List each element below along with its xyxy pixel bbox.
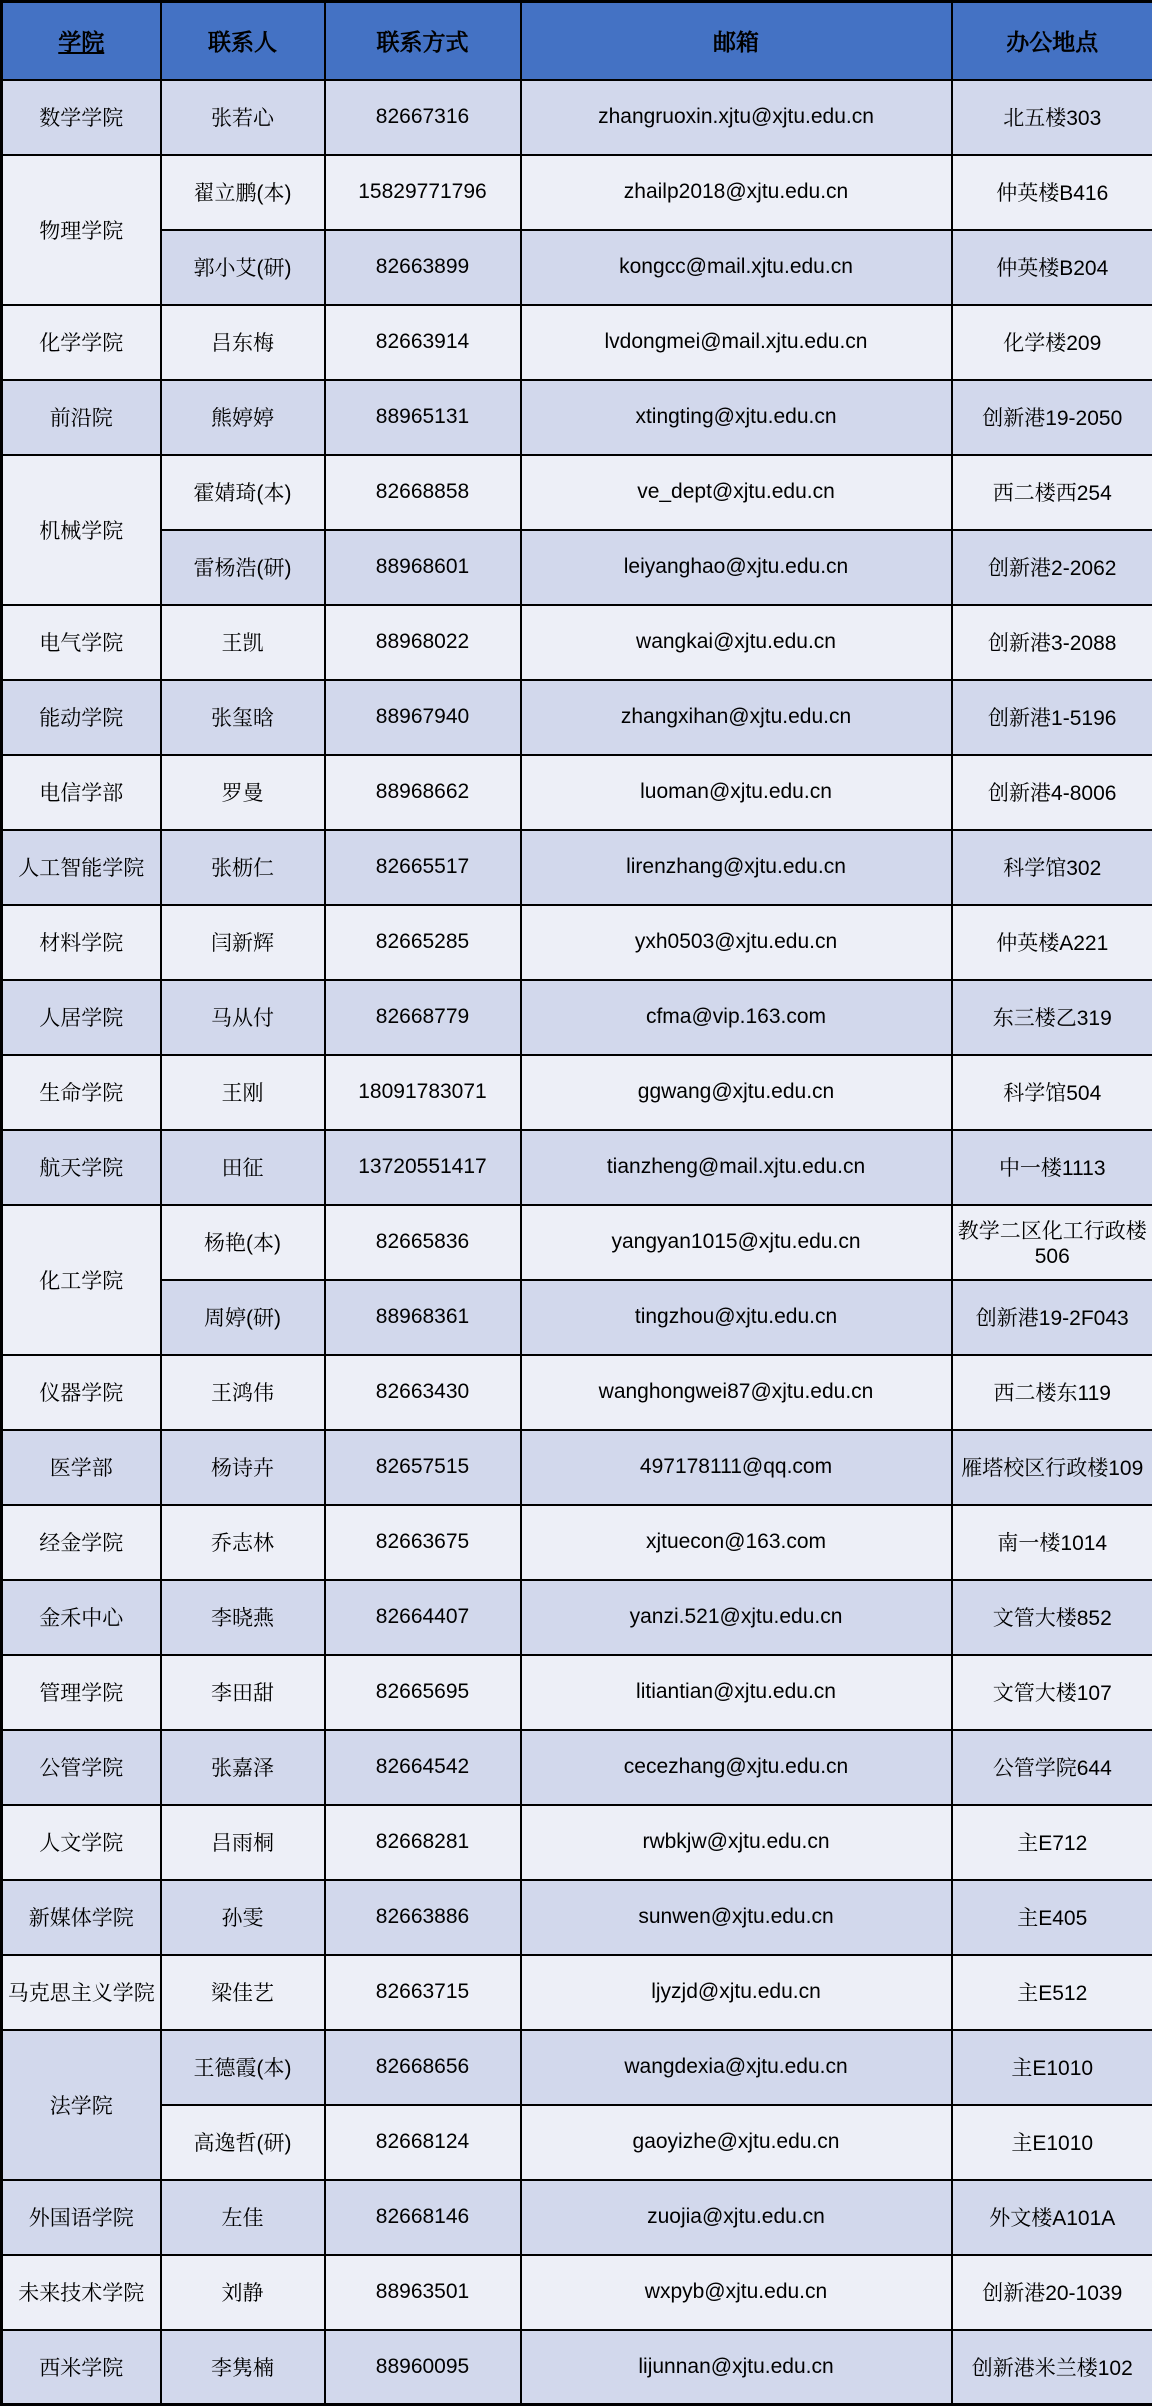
email-cell: ve_dept@xjtu.edu.cn [521, 455, 952, 530]
phone-cell: 88968022 [325, 605, 521, 680]
table-row [2, 1730, 1152, 1805]
office-cell: 创新港3-2088 [952, 605, 1152, 680]
email-cell: luoman@xjtu.edu.cn [521, 755, 952, 830]
table-row [2, 1805, 1152, 1880]
college-cell: 数学学院 [2, 80, 161, 155]
contact-cell: 梁佳艺 [161, 1955, 325, 2030]
college-cell: 生命学院 [2, 1055, 161, 1130]
office-cell: 主E405 [952, 1880, 1152, 1955]
contact-cell: 乔志林 [161, 1505, 325, 1580]
table-row [2, 230, 1152, 305]
phone-cell: 88963501 [325, 2255, 521, 2330]
office-cell: 主E1010 [952, 2030, 1152, 2105]
email-cell: 497178111@qq.com [521, 1430, 952, 1505]
phone-cell: 88967940 [325, 680, 521, 755]
phone-cell: 82668656 [325, 2030, 521, 2105]
college-cell: 西米学院 [2, 2330, 161, 2405]
phone-cell: 15829771796 [325, 155, 521, 230]
contact-cell: 高逸哲(研) [161, 2105, 325, 2180]
column-header-0: 学院 [2, 2, 161, 80]
table-row [2, 1955, 1152, 2030]
contact-cell: 田征 [161, 1130, 325, 1205]
contact-cell: 李田甜 [161, 1655, 325, 1730]
email-cell: wangdexia@xjtu.edu.cn [521, 2030, 952, 2105]
email-cell: yanzi.521@xjtu.edu.cn [521, 1580, 952, 1655]
contact-cell: 吕东梅 [161, 305, 325, 380]
contact-cell: 吕雨桐 [161, 1805, 325, 1880]
table-row [2, 980, 1152, 1055]
contact-cell: 马从付 [161, 980, 325, 1055]
office-cell: 创新港19-2050 [952, 380, 1152, 455]
phone-cell: 82668281 [325, 1805, 521, 1880]
contact-cell: 罗曼 [161, 755, 325, 830]
contact-cell: 闫新辉 [161, 905, 325, 980]
college-cell: 能动学院 [2, 680, 161, 755]
email-cell: xtingting@xjtu.edu.cn [521, 380, 952, 455]
phone-cell: 82668124 [325, 2105, 521, 2180]
office-cell: 创新港1-5196 [952, 680, 1152, 755]
contact-cell: 张若心 [161, 80, 325, 155]
table-row [2, 605, 1152, 680]
table-row [2, 380, 1152, 455]
office-cell: 西二楼东119 [952, 1355, 1152, 1430]
email-cell: lirenzhang@xjtu.edu.cn [521, 830, 952, 905]
email-cell: ljyzjd@xjtu.edu.cn [521, 1955, 952, 2030]
email-cell: zuojia@xjtu.edu.cn [521, 2180, 952, 2255]
office-cell: 科学馆302 [952, 830, 1152, 905]
table-row [2, 2105, 1152, 2180]
phone-cell: 82657515 [325, 1430, 521, 1505]
college-cell: 外国语学院 [2, 2180, 161, 2255]
table-row [2, 80, 1152, 155]
office-cell: 主E712 [952, 1805, 1152, 1880]
phone-cell: 82665285 [325, 905, 521, 980]
college-cell: 法学院 [2, 2030, 161, 2180]
email-cell: zhangruoxin.xjtu@xjtu.edu.cn [521, 80, 952, 155]
table-row [2, 455, 1152, 530]
office-cell: 创新港米兰楼102 [952, 2330, 1152, 2405]
college-cell: 材料学院 [2, 905, 161, 980]
office-cell: 仲英楼B416 [952, 155, 1152, 230]
phone-cell: 82668146 [325, 2180, 521, 2255]
table-body [2, 80, 1152, 2405]
college-cell: 未来技术学院 [2, 2255, 161, 2330]
office-cell: 仲英楼B204 [952, 230, 1152, 305]
table-row [2, 1505, 1152, 1580]
contact-cell: 熊婷婷 [161, 380, 325, 455]
email-cell: kongcc@mail.xjtu.edu.cn [521, 230, 952, 305]
phone-cell: 82663430 [325, 1355, 521, 1430]
table-row [2, 755, 1152, 830]
email-cell: tingzhou@xjtu.edu.cn [521, 1280, 952, 1355]
college-cell: 人工智能学院 [2, 830, 161, 905]
office-cell: 主E512 [952, 1955, 1152, 2030]
table-row [2, 1055, 1152, 1130]
contact-cell: 左佳 [161, 2180, 325, 2255]
contact-cell: 杨诗卉 [161, 1430, 325, 1505]
email-cell: yangyan1015@xjtu.edu.cn [521, 1205, 952, 1280]
college-cell: 前沿院 [2, 380, 161, 455]
table-row [2, 680, 1152, 755]
contact-cell: 王刚 [161, 1055, 325, 1130]
table-row [2, 1205, 1152, 1280]
email-cell: zhangxihan@xjtu.edu.cn [521, 680, 952, 755]
header-row [2, 2, 1152, 80]
email-cell: tianzheng@mail.xjtu.edu.cn [521, 1130, 952, 1205]
table-row [2, 1280, 1152, 1355]
table-row [2, 905, 1152, 980]
contact-cell: 张玺晗 [161, 680, 325, 755]
email-cell: wangkai@xjtu.edu.cn [521, 605, 952, 680]
phone-cell: 82663914 [325, 305, 521, 380]
phone-cell: 18091783071 [325, 1055, 521, 1130]
office-cell: 东三楼乙319 [952, 980, 1152, 1055]
phone-cell: 82663715 [325, 1955, 521, 2030]
table-row [2, 530, 1152, 605]
column-header-3: 邮箱 [521, 2, 952, 80]
phone-cell: 82665695 [325, 1655, 521, 1730]
college-cell: 马克思主义学院 [2, 1955, 161, 2030]
table-row [2, 2030, 1152, 2105]
email-cell: cecezhang@xjtu.edu.cn [521, 1730, 952, 1805]
college-cell: 化工学院 [2, 1205, 161, 1355]
office-cell: 文管大楼852 [952, 1580, 1152, 1655]
contact-cell: 张枥仁 [161, 830, 325, 905]
email-cell: gaoyizhe@xjtu.edu.cn [521, 2105, 952, 2180]
email-cell: cfma@vip.163.com [521, 980, 952, 1055]
email-cell: sunwen@xjtu.edu.cn [521, 1880, 952, 1955]
office-cell: 教学二区化工行政楼506 [952, 1205, 1152, 1280]
table-row [2, 155, 1152, 230]
email-cell: xjtuecon@163.com [521, 1505, 952, 1580]
phone-cell: 82668858 [325, 455, 521, 530]
college-cell: 物理学院 [2, 155, 161, 305]
office-cell: 仲英楼A221 [952, 905, 1152, 980]
office-cell: 南一楼1014 [952, 1505, 1152, 1580]
phone-cell: 82663899 [325, 230, 521, 305]
contact-cell: 周婷(研) [161, 1280, 325, 1355]
email-cell: ggwang@xjtu.edu.cn [521, 1055, 952, 1130]
phone-cell: 88968601 [325, 530, 521, 605]
table-row [2, 1355, 1152, 1430]
college-cell: 人居学院 [2, 980, 161, 1055]
college-cell: 公管学院 [2, 1730, 161, 1805]
contact-cell: 孙雯 [161, 1880, 325, 1955]
college-cell: 新媒体学院 [2, 1880, 161, 1955]
college-cell: 仪器学院 [2, 1355, 161, 1430]
table-row [2, 1580, 1152, 1655]
office-cell: 创新港2-2062 [952, 530, 1152, 605]
contact-cell: 张嘉泽 [161, 1730, 325, 1805]
column-header-4: 办公地点 [952, 2, 1152, 80]
contact-cell: 王鸿伟 [161, 1355, 325, 1430]
office-cell: 外文楼A101A [952, 2180, 1152, 2255]
email-cell: lijunnan@xjtu.edu.cn [521, 2330, 952, 2405]
table-row [2, 2180, 1152, 2255]
office-cell: 科学馆504 [952, 1055, 1152, 1130]
college-cell: 人文学院 [2, 1805, 161, 1880]
college-cell: 医学部 [2, 1430, 161, 1505]
contact-cell: 郭小艾(研) [161, 230, 325, 305]
phone-cell: 88968361 [325, 1280, 521, 1355]
office-cell: 西二楼西254 [952, 455, 1152, 530]
table-row [2, 1655, 1152, 1730]
office-cell: 文管大楼107 [952, 1655, 1152, 1730]
table-row [2, 305, 1152, 380]
email-cell: lvdongmei@mail.xjtu.edu.cn [521, 305, 952, 380]
column-header-2: 联系方式 [325, 2, 521, 80]
college-cell: 电气学院 [2, 605, 161, 680]
email-cell: yxh0503@xjtu.edu.cn [521, 905, 952, 980]
table-header [2, 2, 1152, 80]
contact-cell: 李晓燕 [161, 1580, 325, 1655]
email-cell: zhailp2018@xjtu.edu.cn [521, 155, 952, 230]
email-cell: litiantian@xjtu.edu.cn [521, 1655, 952, 1730]
phone-cell: 82663675 [325, 1505, 521, 1580]
email-cell: wanghongwei87@xjtu.edu.cn [521, 1355, 952, 1430]
office-cell: 公管学院644 [952, 1730, 1152, 1805]
contact-cell: 李隽楠 [161, 2330, 325, 2405]
phone-cell: 82664407 [325, 1580, 521, 1655]
contact-cell: 刘静 [161, 2255, 325, 2330]
phone-cell: 13720551417 [325, 1130, 521, 1205]
contact-cell: 王德霞(本) [161, 2030, 325, 2105]
contact-cell: 王凯 [161, 605, 325, 680]
column-header-1: 联系人 [161, 2, 325, 80]
college-cell: 航天学院 [2, 1130, 161, 1205]
college-cell: 经金学院 [2, 1505, 161, 1580]
office-cell: 创新港20-1039 [952, 2255, 1152, 2330]
phone-cell: 82667316 [325, 80, 521, 155]
contact-cell: 霍婧琦(本) [161, 455, 325, 530]
contact-cell: 翟立鹏(本) [161, 155, 325, 230]
college-cell: 金禾中心 [2, 1580, 161, 1655]
table-row [2, 1880, 1152, 1955]
office-cell: 雁塔校区行政楼109 [952, 1430, 1152, 1505]
phone-cell: 88960095 [325, 2330, 521, 2405]
office-cell: 化学楼209 [952, 305, 1152, 380]
office-cell: 北五楼303 [952, 80, 1152, 155]
office-cell: 创新港4-8006 [952, 755, 1152, 830]
email-cell: wxpyb@xjtu.edu.cn [521, 2255, 952, 2330]
college-cell: 化学学院 [2, 305, 161, 380]
college-cell: 机械学院 [2, 455, 161, 605]
office-cell: 中一楼1113 [952, 1130, 1152, 1205]
college-cell: 管理学院 [2, 1655, 161, 1730]
phone-cell: 88965131 [325, 380, 521, 455]
phone-cell: 82665836 [325, 1205, 521, 1280]
contact-cell: 杨艳(本) [161, 1205, 325, 1280]
email-cell: rwbkjw@xjtu.edu.cn [521, 1805, 952, 1880]
phone-cell: 82664542 [325, 1730, 521, 1805]
phone-cell: 82663886 [325, 1880, 521, 1955]
contact-cell: 雷杨浩(研) [161, 530, 325, 605]
phone-cell: 82665517 [325, 830, 521, 905]
table-row [2, 2255, 1152, 2330]
office-cell: 创新港19-2F043 [952, 1280, 1152, 1355]
table-row [2, 1130, 1152, 1205]
email-cell: leiyanghao@xjtu.edu.cn [521, 530, 952, 605]
table-row [2, 830, 1152, 905]
phone-cell: 88968662 [325, 755, 521, 830]
office-cell: 主E1010 [952, 2105, 1152, 2180]
table-row [2, 1430, 1152, 1505]
college-cell: 电信学部 [2, 755, 161, 830]
table-row [2, 2330, 1152, 2405]
phone-cell: 82668779 [325, 980, 521, 1055]
